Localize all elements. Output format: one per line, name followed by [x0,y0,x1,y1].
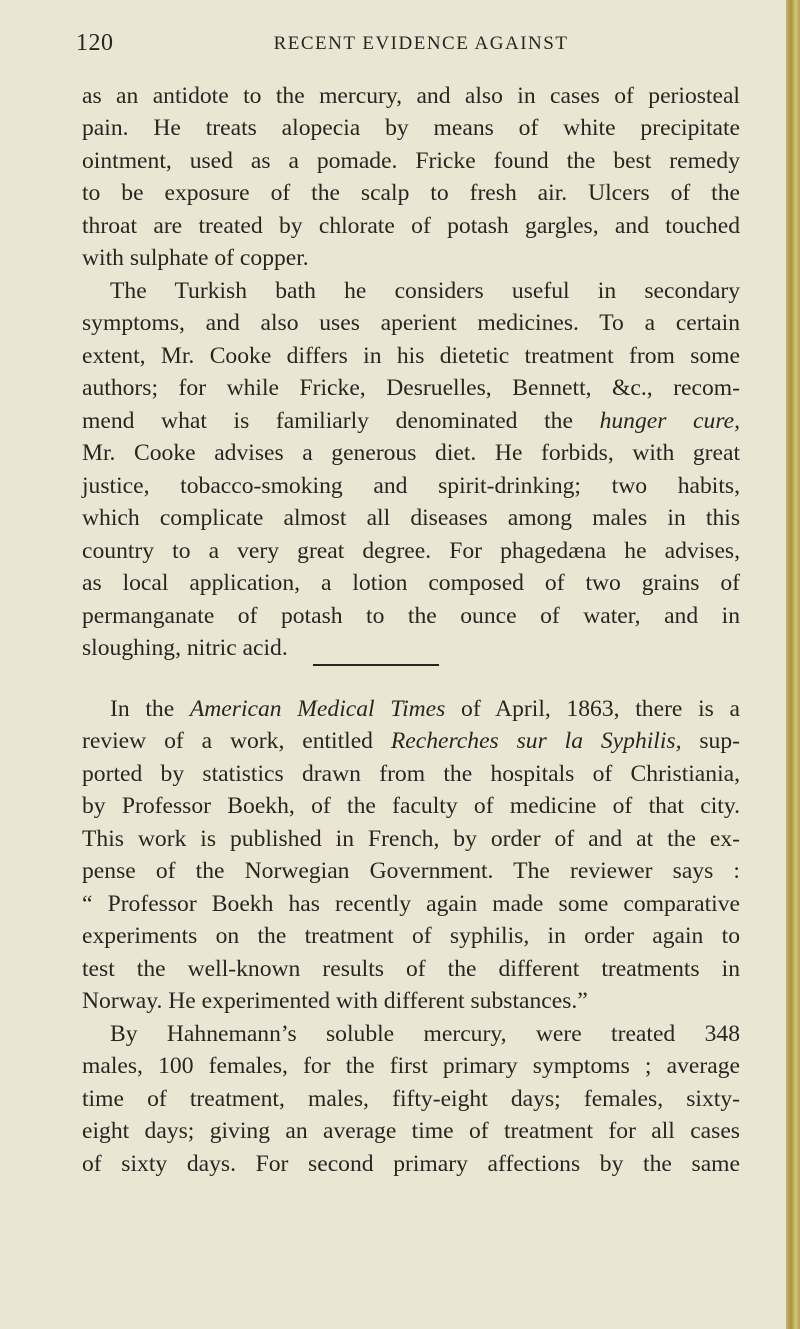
text-line: permanganate of potash to the ounce of water, and in [82,603,740,629]
text-line: The Turkish bath he considers useful in secondary [110,278,740,304]
running-title: RECENT EVIDENCE AGAINST [273,33,569,54]
text-run: mend what is familiarly denominated the [82,408,600,434]
text-line: country to a very great degree. For phagedæna he advises, [82,538,740,564]
text-line: symptoms, and also uses aperient medicines. To a certain [82,310,740,336]
text-line: to be exposure of the scalp to fresh air. Ulcers of the [82,180,740,206]
italic-phrase: hunger cure, [599,408,741,434]
text-line: males, 100 females, for the first primary symptoms ; average [82,1053,740,1079]
text-line: pain. He treats alopecia by means of white precipitate [82,115,740,141]
text-line: throat are treated by chlorate of potash gargles, and touched [82,213,740,239]
text-line: ointment, used as a pomade. Fricke found the best remedy [82,148,740,174]
text-line: By Hahnemann’s soluble mercury, were treated 348 [110,1021,740,1047]
text-line-with-italic [82,405,740,437]
text-line: by Professor Boekh, of the faculty of medicine of that city. [82,793,740,819]
text-line: sloughing, nitric acid. [82,635,288,661]
italic-phrase: American Medical Times [189,696,446,722]
text-run: review of a work, entitled [82,728,391,754]
text-line: test the well-known results of the different treatments in [82,956,740,982]
text-line: This work is published in French, by order of and at the ex- [82,826,740,852]
text-line: as local application, a lotion composed of two grains of [82,570,740,596]
gilt-page-edge [786,0,800,1329]
text-line-with-italic [82,725,740,757]
text-line: with sulphate of copper. [82,245,309,271]
page-number: 120 [76,30,114,56]
italic-phrase: Recherches sur la Syphilis, [390,728,682,754]
text-line: extent, Mr. Cooke differs in his dietetic treatment from some [82,343,740,369]
text-line: eight days; giving an average time of treatment for all cases [82,1118,740,1144]
text-line: justice, tobacco-smoking and spirit-drinking; two habits, [82,473,740,499]
text-run: sup- [681,728,741,754]
text-line: of sixty days. For second primary affections by the same [82,1151,740,1177]
text-run: of April, 1863, there is a [445,696,740,722]
text-line-with-italic [110,693,740,725]
text-run: In the [110,696,190,722]
text-line: pense of the Norwegian Government. The reviewer says : [82,858,740,884]
text-line: Norway. He experimented with different substances.” [82,988,588,1014]
text-line: as an antidote to the mercury, and also in cases of periosteal [82,83,740,109]
running-head [76,30,736,60]
section-divider-rule [313,664,439,666]
text-line: authors; for while Fricke, Desruelles, Bennett, &c., recom- [82,375,740,401]
text-line: Mr. Cooke advises a generous diet. He forbids, with great [82,440,740,466]
text-line: “ Professor Boekh has recently again made some comparative [82,891,740,917]
text-line: experiments on the treatment of syphilis, in order again to [82,923,740,949]
text-line: which complicate almost all diseases among males in this [82,505,740,531]
text-line: ported by statistics drawn from the hospitals of Christiania, [82,761,740,787]
text-line: time of treatment, males, fifty-eight days; females, sixty- [82,1086,740,1112]
